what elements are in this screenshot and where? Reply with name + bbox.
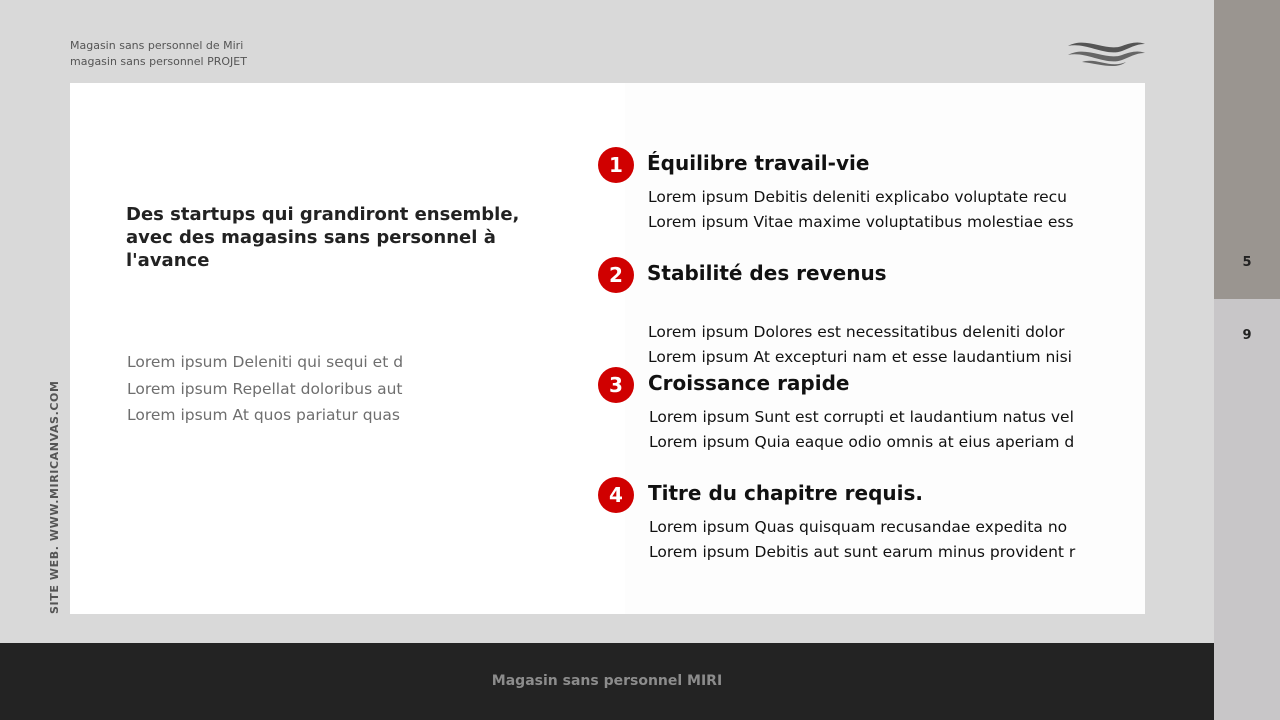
feature-line: Lorem ipsum Sunt est corrupti et laudantium natus vel bbox=[649, 408, 1074, 426]
feature-line: Lorem ipsum Debitis aut sunt earum minus provident r bbox=[649, 543, 1076, 561]
feature-line: Lorem ipsum Vitae maxime voluptatibus molestiae ess bbox=[648, 213, 1074, 231]
feature-body bbox=[649, 515, 1079, 565]
page-number-next[interactable]: 9 bbox=[1242, 328, 1252, 343]
header-subtitle: magasin sans personnel PROJET bbox=[70, 55, 247, 68]
document-header bbox=[70, 38, 247, 70]
number-badge: 1 bbox=[598, 147, 634, 183]
feature-line: Lorem ipsum Debitis deleniti explicabo voluptate recu bbox=[648, 188, 1067, 206]
content-card bbox=[70, 83, 1145, 614]
footer-bar bbox=[0, 643, 1214, 720]
feature-title: Équilibre travail-vie bbox=[647, 151, 870, 175]
feature-body bbox=[649, 405, 1079, 455]
feature-body bbox=[648, 320, 1078, 370]
number-badge: 4 bbox=[598, 477, 634, 513]
number-badge: 3 bbox=[598, 367, 634, 403]
feature-line: Lorem ipsum Dolores est necessitatibus deleniti dolor bbox=[648, 323, 1065, 341]
headline: Des startups qui grandiront ensemble, avec des magasins sans personnel à l'avance bbox=[126, 204, 520, 271]
website-vertical-text: SITE WEB. WWW.MIRICANVAS.COM bbox=[48, 380, 61, 614]
left-text-block bbox=[127, 349, 417, 429]
feature-title: Stabilité des revenus bbox=[647, 261, 887, 285]
left-text-line: Lorem ipsum Repellat doloribus aut bbox=[127, 379, 403, 398]
footer-text: Magasin sans personnel MIRI bbox=[491, 673, 723, 689]
feature-title: Titre du chapitre requis. bbox=[648, 481, 924, 505]
feature-title: Croissance rapide bbox=[648, 371, 850, 395]
feature-line: Lorem ipsum Quia eaque odio omnis at eius aperiam d bbox=[649, 433, 1075, 451]
header-title: Magasin sans personnel de Miri bbox=[70, 39, 244, 52]
feature-body bbox=[648, 185, 1078, 235]
page-number-current[interactable]: 5 bbox=[1242, 255, 1252, 270]
feature-line: Lorem ipsum At excepturi nam et esse laudantium nisi bbox=[648, 348, 1072, 366]
left-text-line: Lorem ipsum Deleniti qui sequi et d bbox=[127, 353, 404, 371]
wave-logo-icon bbox=[1066, 38, 1146, 70]
feature-line: Lorem ipsum Quas quisquam recusandae expedita no bbox=[649, 518, 1068, 536]
left-text-line: Lorem ipsum At quos pariatur quas bbox=[127, 406, 400, 424]
page-sidebar bbox=[1214, 0, 1280, 720]
number-badge: 2 bbox=[598, 257, 634, 293]
